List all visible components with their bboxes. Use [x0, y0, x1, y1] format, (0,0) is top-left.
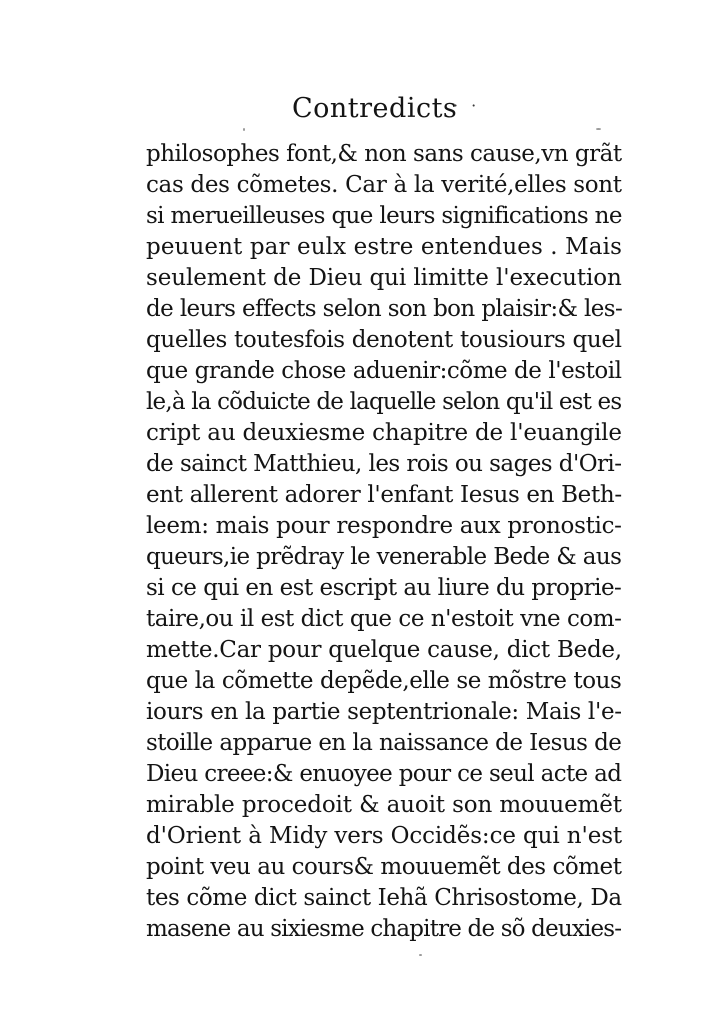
text-line: que la cõmette depẽde,elle se mõstre tous — [146, 668, 622, 694]
body-text — [146, 139, 624, 945]
text-line: que grande chose aduenir:cõme de l'estoil — [146, 358, 622, 384]
text-line: Dieu creee:& enuoyee pour ce seul acte ad — [146, 761, 622, 787]
text-line: ent allerent adorer l'enfant Iesus en Beth- — [146, 482, 622, 508]
running-title: Contredicts — [292, 93, 458, 124]
text-line: de sainct Matthieu, les rois ou sages d'Ori- — [146, 451, 622, 477]
text-line: de leurs effects selon son bon plaisir:& les- — [146, 296, 623, 322]
text-line: quelles toutesfois denotent tousiours quel — [146, 327, 622, 353]
text-line: tes cõme dict sainct Iehã Chrisostome, Da — [146, 885, 622, 911]
text-line: le,à la cõduicte de laquelle selon qu'il est es — [146, 389, 622, 415]
text-line: cript au deuxiesme chapitre de l'euangile — [146, 420, 622, 446]
text-line: philosophes font,& non sans cause,vn grãt — [146, 141, 622, 167]
print-speck — [243, 128, 245, 131]
title-ornament-dots: · · — [453, 96, 481, 115]
text-line: si ce qui en est escript au liure du proprie- — [146, 575, 622, 601]
print-speck — [596, 128, 601, 130]
text-line: mette.Car pour quelque cause, dict Bede, — [146, 637, 622, 663]
text-line: point veu au cours& mouuemẽt des cõmet — [146, 854, 622, 880]
text-line: seulement de Dieu qui limitte l'execution — [146, 265, 622, 291]
text-line: peuuent par eulx estre entendues . Mais — [146, 234, 623, 260]
text-line: leem: mais pour respondre aux pronostic- — [146, 513, 622, 539]
text-line: taire,ou il est dict que ce n'estoit vne com- — [146, 606, 622, 632]
text-line: masene au sixiesme chapitre de sõ deuxies- — [146, 916, 622, 942]
text-line: mirable procedoit & auoit son mouuemẽt — [146, 792, 622, 818]
text-line: stoille apparue en la naissance de Iesus de — [146, 730, 622, 756]
text-line: iours en la partie septentrionale: Mais l'e- — [146, 699, 622, 725]
text-line: cas des cõmetes. Car à la verité,elles sont — [146, 172, 622, 198]
print-speck — [419, 954, 422, 956]
text-line: d'Orient à Midy vers Occidẽs:ce qui n'est — [146, 823, 623, 849]
text-line: si merueilleuses que leurs significations ne — [146, 203, 622, 229]
text-line: queurs,ie prẽdray le venerable Bede & aus — [146, 544, 622, 570]
